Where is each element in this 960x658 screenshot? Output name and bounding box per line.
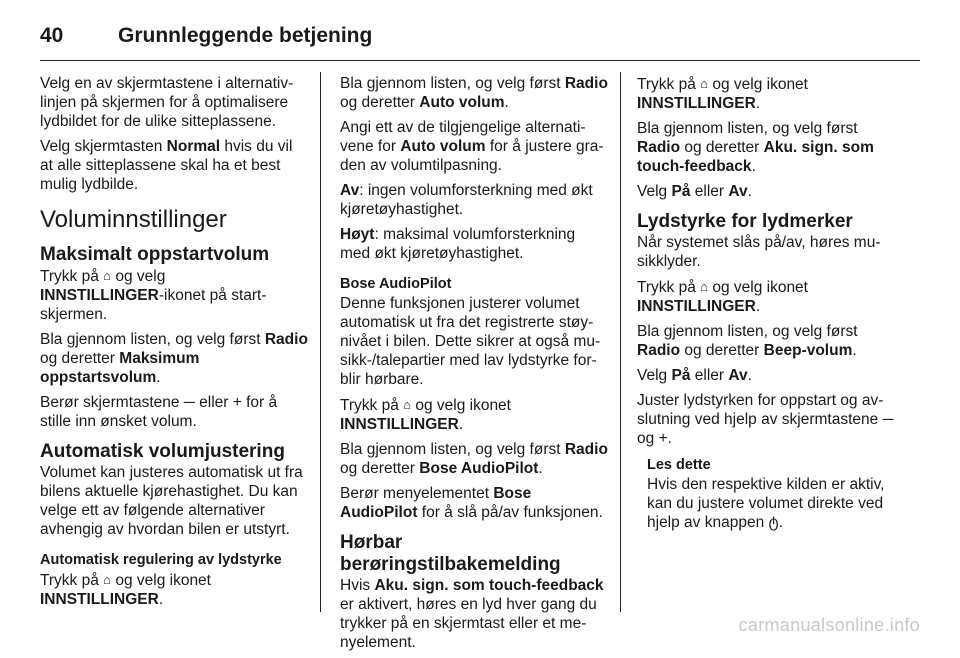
home-icon: ⌂ [103,572,112,587]
paragraph: Trykk på ⌂ og velg ikonet INNSTILLINGER. [637,76,808,112]
paragraph: Volumet kan justeres automatisk ut fra bilens aktuelle kjørehastighet. Du kan velge ett av følgende alternativer avhengig av hvordan bilen er utstyrt. [40,464,303,538]
paragraph: Bla gjennom listen, og velg først Radio og deretter Auto volum. [340,75,608,111]
column-3 [637,74,899,532]
paragraph: Velg På eller Av. [637,183,752,200]
home-icon: ⌂ [700,76,709,91]
chapter-title: Grunnleggende betjening [118,24,373,47]
paragraph: Velg skjermtasten Normal hvis du vil at alle sitteplassene skal ha et best mulig lydbilde. [40,138,293,193]
minus-icon: ─ [183,394,195,411]
column-divider-1 [320,72,321,612]
home-icon: ⌂ [403,397,412,412]
page-header [40,16,920,56]
paragraph: Bla gjennom listen, og velg først Radio og deretter Aku. sign. som touch-feedback. [637,120,874,175]
plus-icon: + [232,394,242,411]
paragraph: Av: ingen volumforsterkning med økt kjøretøyhastighet. [340,182,593,218]
power-knob-icon: ტ [768,514,779,531]
page-number: 40 [40,24,64,47]
home-icon: ⌂ [700,279,709,294]
note-box [637,456,899,532]
minus-icon: ─ [882,411,894,428]
paragraph: Berør skjermtastene ─ eller + for å stille inn ønsket volum. [40,394,278,430]
paragraph: Juster lydstyrken for oppstart og av-slutning ved hjelp av skjermtastene ─ og +. [637,392,894,447]
column-1 [40,74,308,615]
paragraph: Angi ett av de tilgjengelige alternati-vene for Auto volum for å justere gra-den av volumtilpasning. [340,119,604,174]
paragraph: Trykk på ⌂ og velg INNSTILLINGER-ikonet på start-skjermen. [40,268,267,323]
plus-icon: + [658,430,668,447]
column-divider-2 [620,72,621,612]
subheading-maksimalt-oppstartvolum: Maksimalt oppstartvolum [40,244,270,265]
paragraph: Bla gjennom listen, og velg først Radio og deretter Bose AudioPilot. [340,441,608,477]
note-title: Les dette [647,457,711,473]
column-2 [340,74,608,658]
watermark: carmanualsonline.info [738,615,920,635]
paragraph: Velg På eller Av. [637,367,752,384]
home-icon: ⌂ [103,268,112,283]
subheading-automatisk-volumjustering: Automatisk volumjustering [40,441,285,462]
paragraph: Trykk på ⌂ og velg ikonet INNSTILLINGER. [340,397,511,433]
paragraph: Høyt: maksimal volumforsterkning med økt kjøretøyhastighet. [340,226,576,262]
header-rule [40,60,920,61]
subsection-label: Automatisk regulering av lydstyrke [40,552,282,568]
paragraph: Trykk på ⌂ og velg ikonet INNSTILLINGER. [637,279,808,315]
subheading-horbar-beroringstilbakemelding: Hørbar berøringstilbakemelding [340,532,561,575]
paragraph: Trykk på ⌂ og velg ikonet INNSTILLINGER. [40,572,211,608]
paragraph: Berør menyelementet Bose AudioPilot for å slå på/av funksjonen. [340,485,603,521]
paragraph: Bla gjennom listen, og velg først Radio og deretter Maksimum oppstartsvolum. [40,331,308,386]
subsection-label: Bose AudioPilot [340,276,452,292]
note-text: Hvis den respektive kilden er aktiv, kan du justere volumet direkte ved hjelp av knappen ტ. [647,476,885,531]
subheading-lydstyrke-for-lydmerker: Lydstyrke for lydmerker [637,211,853,232]
paragraph: Hvis Aku. sign. som touch-feedback er aktivert, høres en lyd hver gang du trykker på en skjermtast eller et me-nyelement. [340,577,604,651]
paragraph: Bla gjennom listen, og velg først Radio og deretter Beep-volum. [637,323,858,359]
section-heading-voluminnstillinger: Voluminnstillinger [40,206,227,233]
paragraph: Når systemet slås på/av, høres mu-sikklyder. [637,234,881,270]
paragraph: Denne funksjonen justerer volumet automatisk ut fra det registrerte støy-nivået i bilen. Dette sikrer at også mu-sikk-/talepartier med lav lydstyrke for-blir hørbare. [340,295,601,388]
paragraph: Velg en av skjermtastene i alternativ-linjen på skjermen for å optimalisere lydbildet for de ulike sitteplassene. [40,75,294,130]
